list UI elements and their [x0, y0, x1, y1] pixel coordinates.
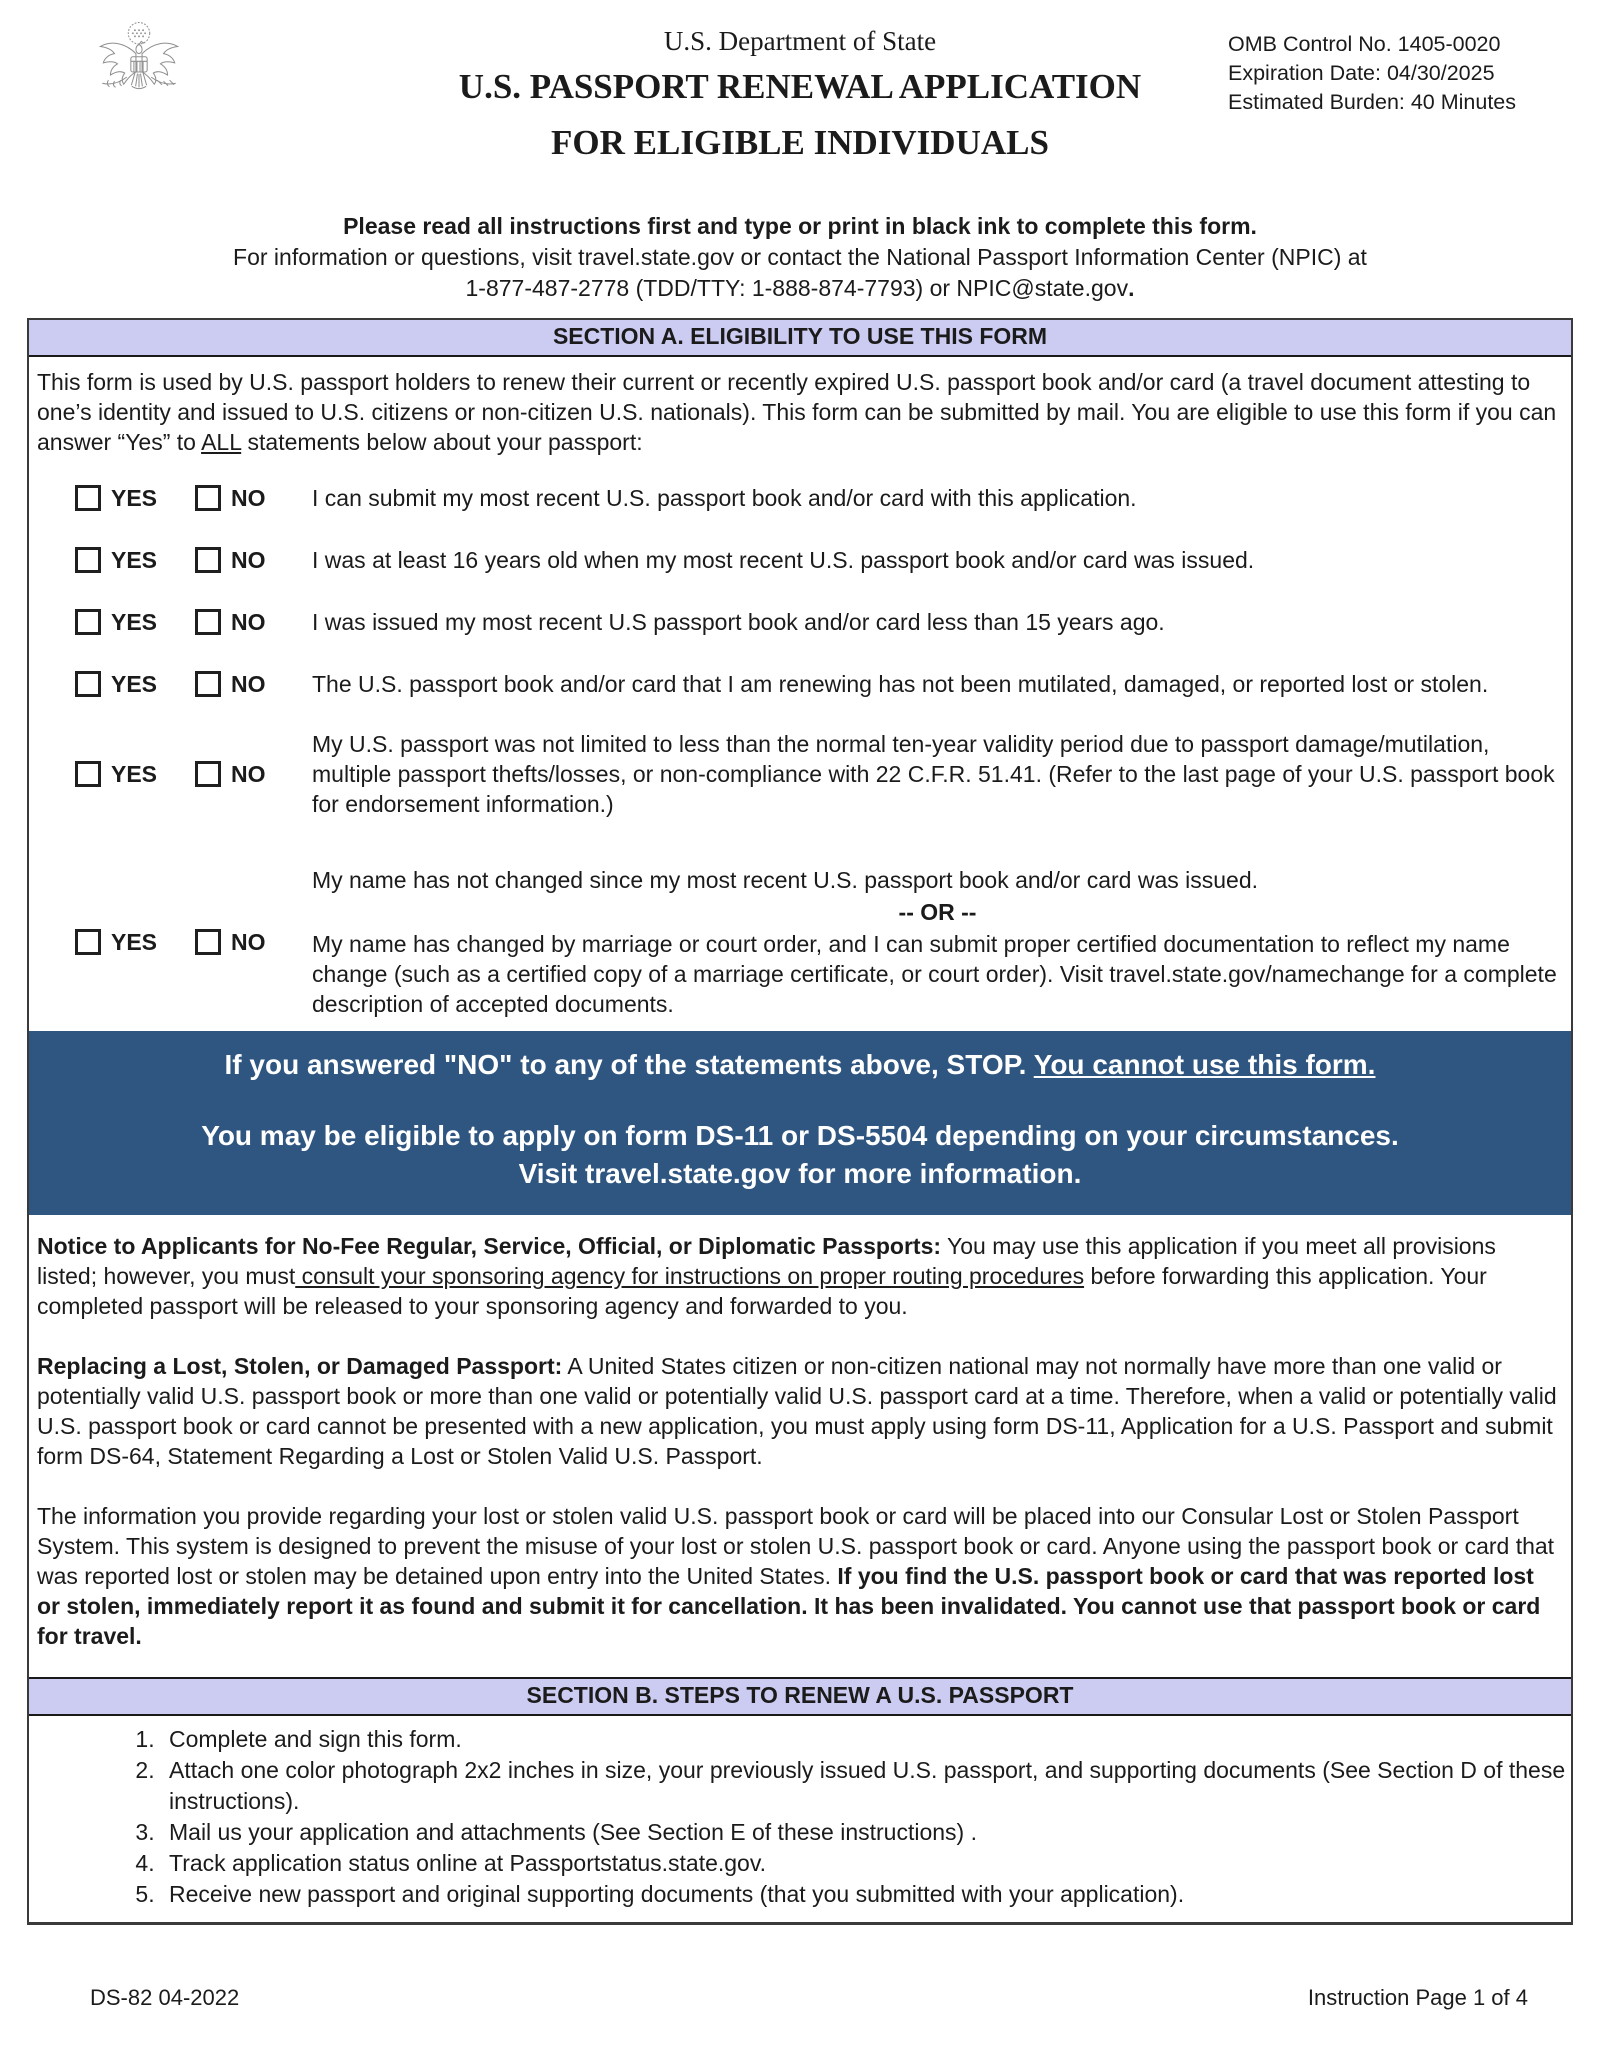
no-label: NO: [231, 484, 266, 511]
header: [0, 0, 1600, 163]
notice-replacing-text: A United States citizen or non-citizen national may not normally have more than one valid or potentially valid U.S. passport book or more than one valid or potentially valid U.S. passport card at a time. Therefore, when a valid or potentially valid U.S. passport book or card cannot be presented with a new application, you must apply using form DS-11, Application for a U.S. Passport and submit form DS-64, Statement Regarding a Lost or Stolen Valid U.S. Passport.: [37, 1353, 1557, 1469]
preamble-info-line: For information or questions, visit travel.state.gov or contact the National Passport Information Center (NPIC) at: [233, 244, 1367, 270]
notice-no-fee-text1: You may use this application if you meet all provisions listed; however, you must: [37, 1233, 1496, 1289]
no-label: NO: [231, 928, 266, 955]
yes-label: YES: [111, 928, 158, 955]
notice-no-fee: [37, 1231, 1559, 1321]
stop-banner-line1: [49, 1047, 1551, 1083]
form-number: DS-82 04-2022: [90, 1985, 240, 2010]
notice-lost-text: The information you provide regarding your lost or stolen valid U.S. passport book or card will be placed into our Consular Lost or Stolen Passport System. This system is designed to prevent the misuse of your lost or stolen U.S. passport book or card. Anyone using the passport book or card that was reported lost or stolen may be detained upon entry into the United States.: [37, 1503, 1555, 1589]
notice-replacing: [37, 1351, 1559, 1471]
eligibility-row-2: [29, 545, 1571, 575]
eligibility-row-4: [29, 669, 1571, 699]
no-checkbox[interactable]: [195, 671, 221, 697]
notice-no-fee-text2: before forwarding this application. Your completed passport will be released to your sponsoring agency and forwarded to you.: [37, 1263, 1487, 1319]
yes-no-group: [75, 671, 312, 698]
yes-label: YES: [111, 760, 158, 787]
preamble-phone-line: [0, 273, 1600, 304]
preamble: [0, 211, 1600, 304]
yes-checkbox[interactable]: [75, 929, 101, 955]
statement-text: I was issued my most recent U.S passport book and/or card less than 15 years ago.: [312, 609, 1165, 635]
notice-no-fee-label: Notice to Applicants for No-Fee Regular, Service, Official, or Diplomatic Passports:: [37, 1233, 942, 1259]
no-checkbox[interactable]: [195, 761, 221, 787]
section-a-intro: [37, 367, 1559, 457]
yes-no-group: [75, 547, 312, 574]
no-checkbox[interactable]: [195, 485, 221, 511]
page-footer: [90, 1985, 1528, 2011]
preamble-bold-line: Please read all instructions first and type or print in black ink to complete this form.: [343, 213, 1257, 239]
statement-before-or: My name has not changed since my most recent U.S. passport book and/or card was issued.: [312, 867, 1259, 893]
stop-banner-line1-underlined: You cannot use this form.: [1033, 1049, 1376, 1080]
no-checkbox[interactable]: [195, 929, 221, 955]
omb-block: [1228, 30, 1516, 117]
preamble-phone-period: .: [1128, 275, 1135, 301]
step-item-4: 4. Track application status online at Passportstatus.state.gov.: [161, 1848, 1571, 1879]
stop-banner-line3: Visit travel.state.gov for more information.: [518, 1158, 1082, 1189]
yes-no-group: [75, 485, 312, 512]
renewal-steps-list: [29, 1724, 1571, 1910]
no-label: NO: [231, 670, 266, 697]
yes-no-group: [75, 929, 312, 956]
yes-checkbox[interactable]: [75, 761, 101, 787]
stop-banner-line1-text: If you answered "NO" to any of the statements above, STOP.: [224, 1049, 1034, 1080]
section-b-header: SECTION B. STEPS TO RENEW A U.S. PASSPORT: [29, 1677, 1571, 1716]
section-a-header: SECTION A. ELIGIBILITY TO USE THIS FORM: [29, 320, 1571, 357]
step-item-3: 3. Mail us your application and attachments (See Section E of these instructions) .: [161, 1817, 1571, 1848]
statement-text: My U.S. passport was not limited to less than the normal ten-year validity period due to passport damage/mutilation, multiple passport thefts/losses, or non-compliance with 22 C.F.R. 51.41. (Refer to the last page of your U.S. passport book for endorsement information.): [312, 731, 1555, 817]
preamble-phone-text: 1-877-487-2778 (TDD/TTY: 1-888-874-7793) or NPIC@state.gov: [465, 275, 1129, 301]
stop-banner-line2: You may be eligible to apply on form DS-11 or DS-5504 depending on your circumstances.: [201, 1120, 1399, 1151]
notice-lost-bold: If you find the U.S. passport book or card that was reported lost or stolen, immediately report it as found and submit it for cancellation. It has been invalidated. You cannot use that passport book or card for travel.: [37, 1563, 1541, 1649]
intro-all-underlined: ALL: [201, 429, 242, 455]
notices: [29, 1215, 1571, 1677]
notice-lost-stolen: [37, 1501, 1559, 1651]
statement-text-name-change: [312, 865, 1571, 1019]
step-item-5: 5. Receive new passport and original supporting documents (that you submitted with your application).: [161, 1879, 1571, 1910]
agency-name: U.S. Department of State: [663, 26, 937, 56]
yes-label: YES: [111, 546, 158, 573]
or-separator: -- OR --: [898, 899, 977, 925]
eligibility-row-5: [29, 729, 1571, 819]
statement-text: I was at least 16 years old when my most recent U.S. passport book and/or card was issued.: [312, 547, 1255, 573]
intro-text: This form is used by U.S. passport holders to renew their current or recently expired U.S. passport book and/or card (a travel document attesting to one’s identity and issued to U.S. citizens or non-citizen U.S. nationals). This form can be submitted by mail. You are eligible to use this form if you can answer “Yes” to: [37, 369, 1557, 455]
eligibility-row-6: [29, 865, 1571, 1019]
intro-tail: statements below about your passport:: [241, 429, 643, 455]
no-label: NO: [231, 546, 266, 573]
step-item-1: 1. Complete and sign this form.: [161, 1724, 1571, 1755]
yes-checkbox[interactable]: [75, 547, 101, 573]
step-item-2: 2. Attach one color photograph 2x2 inches in size, your previously issued U.S. passport, and supporting documents (See Section D of these instructions).: [161, 1755, 1571, 1817]
notice-replacing-label: Replacing a Lost, Stolen, or Damaged Passport:: [37, 1353, 563, 1379]
no-checkbox[interactable]: [195, 609, 221, 635]
no-label: NO: [231, 760, 266, 787]
notice-no-fee-underlined: consult your sponsoring agency for instructions on proper routing procedures: [295, 1263, 1085, 1289]
yes-label: YES: [111, 670, 158, 697]
statement-text: I can submit my most recent U.S. passport book and/or card with this application.: [312, 485, 1137, 511]
great-seal-icon: [88, 20, 190, 122]
statement-text: The U.S. passport book and/or card that I am renewing has not been mutilated, damaged, or reported lost or stolen.: [312, 671, 1489, 697]
section-a-content: [29, 357, 1571, 1019]
no-checkbox[interactable]: [195, 547, 221, 573]
yes-checkbox[interactable]: [75, 485, 101, 511]
yes-no-group: [75, 761, 312, 788]
form-title-line1: U.S. PASSPORT RENEWAL APPLICATION: [458, 67, 1142, 106]
yes-label: YES: [111, 608, 158, 635]
form-body-box: [27, 318, 1573, 1925]
form-title-line2: FOR ELIGIBLE INDIVIDUALS: [551, 123, 1049, 162]
eligibility-row-3: [29, 607, 1571, 637]
yes-checkbox[interactable]: [75, 671, 101, 697]
statement-after-or: My name has changed by marriage or court order, and I can submit proper certified documentation to reflect my name change (such as a certified copy of a marriage certificate, or court order). Visit travel.state.gov/namechange for a complete description of accepted documents.: [312, 931, 1557, 1017]
eligibility-row-1: [29, 483, 1571, 513]
omb-estimated-burden: Estimated Burden: 40 Minutes: [1228, 90, 1517, 114]
yes-no-group: [75, 609, 312, 636]
yes-label: YES: [111, 484, 158, 511]
no-label: NO: [231, 608, 266, 635]
page-number: Instruction Page 1 of 4: [1307, 1985, 1528, 2010]
stop-banner: [29, 1031, 1571, 1215]
yes-checkbox[interactable]: [75, 609, 101, 635]
omb-control-number: OMB Control No. 1405-0020: [1228, 32, 1501, 56]
omb-expiration-date: Expiration Date: 04/30/2025: [1228, 61, 1495, 85]
